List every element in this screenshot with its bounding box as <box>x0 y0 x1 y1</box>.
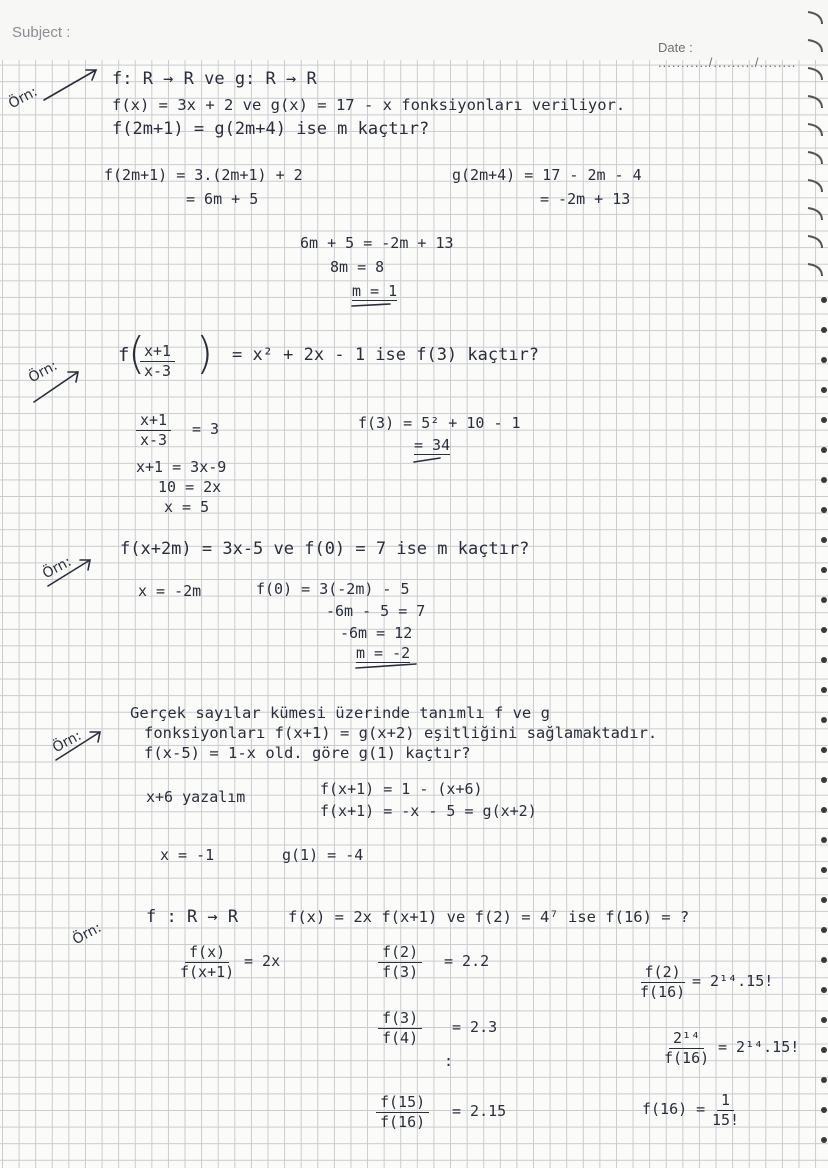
ex1-line1: f: R → R ve g: R → R <box>112 69 317 89</box>
ex1-step4: 8m = 8 <box>330 258 385 276</box>
ex2-close-paren: ) <box>196 328 214 379</box>
ex3-result: m = -2 <box>356 644 411 662</box>
arrow-mark-1 <box>44 70 96 100</box>
ex1-line3: f(2m+1) = g(2m+4) ise m kaçtır? <box>112 119 430 139</box>
ex5-frac-d-val: = 2.15 <box>452 1102 507 1120</box>
ex4-work1: x+6 yazalım <box>146 788 246 806</box>
ex5-frac-a-den: f(x+1) <box>180 963 235 981</box>
date-dots: .........../........./........ <box>658 55 797 70</box>
ex2-result1: f(3) = 5² + 10 - 1 <box>358 414 521 432</box>
ex5-frac-c-den: f(4) <box>382 1029 419 1047</box>
arrow-mark-3 <box>48 560 90 586</box>
ex3-work1: x = -2m <box>138 582 202 600</box>
ex3-work2: f(0) = 3(-2m) - 5 <box>256 580 410 598</box>
ex5-frac-c-num: f(3) <box>378 1010 422 1029</box>
example-label-5: Örn: <box>70 919 105 949</box>
ex3-result-underline <box>356 664 416 668</box>
ex4-work3: f(x+1) = -x - 5 = g(x+2) <box>320 802 537 820</box>
subject-label: Subject : <box>12 24 71 41</box>
arrow-mark-2 <box>34 372 78 402</box>
ex3-work3: -6m - 5 = 7 <box>326 602 426 620</box>
ex1-result-underline <box>352 304 390 306</box>
ex5-final-den: 15! <box>712 1111 740 1129</box>
example-label-2: Örn: <box>26 357 61 387</box>
example-label-3: Örn: <box>40 553 75 583</box>
ex4-work4: x = -1 <box>160 846 215 864</box>
ex5-line2: f(x) = 2x f(x+1) ve f(2) = 4⁷ ise f(16) = ? <box>288 908 690 926</box>
ex5-frac-e-val: = 2¹⁴.15! <box>692 972 774 990</box>
ex4-line3: f(x-5) = 1-x old. göre g(1) kaçtır? <box>144 744 471 762</box>
ex5-frac-b-val: = 2.2 <box>444 952 490 970</box>
ex3-line1: f(x+2m) = 3x-5 ve f(0) = 7 ise m kaçtır? <box>120 539 530 559</box>
ex1-result: m = 1 <box>352 282 398 300</box>
ex5-frac-e-num: f(2) <box>641 964 685 983</box>
ex2-work-eq: = 3 <box>192 420 220 438</box>
ex4-line1: Gerçek sayılar kümesi üzerinde tanımlı f ve g <box>130 704 550 722</box>
ex5-frac-c-val: = 2.3 <box>452 1018 498 1036</box>
ex2-result2: = 34 <box>414 436 451 454</box>
ex5-frac-d-den: f(16) <box>380 1113 426 1131</box>
ex2-numerator: x+1 <box>140 343 175 362</box>
ex5-frac-f-val: = 2¹⁴.15! <box>718 1038 800 1056</box>
ex1-line2: f(x) = 3x + 2 ve g(x) = 17 - x fonksiyonları veriliyor. <box>112 96 626 114</box>
ex5-final-num: 1 <box>717 1092 734 1111</box>
ex2-f: f <box>118 344 130 366</box>
example-label-1: Örn: <box>6 83 41 113</box>
ex5-line1: f : R → R <box>146 907 239 927</box>
ex4-work2: f(x+1) = 1 - (x+6) <box>320 780 483 798</box>
ex2-result-underline <box>414 458 440 462</box>
ex2-work-den: x-3 <box>140 431 168 449</box>
ex3-work4: -6m = 12 <box>340 624 413 642</box>
ex5-frac-e-den: f(16) <box>640 983 686 1001</box>
date-label: Date : <box>658 40 693 55</box>
ex5-frac-a-num: f(x) <box>185 944 229 963</box>
ex5-frac-b-den: f(3) <box>382 963 419 981</box>
example-label-4: Örn: <box>50 727 85 757</box>
ex2-work4: x = 5 <box>164 498 210 516</box>
arrow-mark-4 <box>56 732 100 760</box>
ex5-final-lhs: f(16) = <box>642 1100 706 1118</box>
ex2-work3: 10 = 2x <box>158 478 222 496</box>
ex4-result: g(1) = -4 <box>282 846 364 864</box>
ex2-work-num: x+1 <box>136 412 171 431</box>
ex1-step2b: = -2m + 13 <box>540 190 631 208</box>
ex1-step2a: g(2m+4) = 17 - 2m - 4 <box>452 166 642 184</box>
ex2-denominator: x-3 <box>144 362 172 380</box>
ex5-frac-b-num: f(2) <box>378 944 422 963</box>
ex5-frac-d-num: f(15) <box>376 1094 429 1113</box>
ex2-work2: x+1 = 3x-9 <box>136 458 227 476</box>
ex2-open-paren: ( <box>128 328 146 379</box>
ex4-line2: fonksiyonları f(x+1) = g(x+2) eşitliğini sağlamaktadır. <box>144 724 658 742</box>
ex1-step1b: = 6m + 5 <box>186 190 259 208</box>
ex5-dots: : <box>444 1052 454 1070</box>
ex2-rhs: = x² + 2x - 1 ise f(3) kaçtır? <box>232 345 540 365</box>
ex5-frac-f-num: 2¹⁴ <box>669 1030 704 1049</box>
ex1-step1a: f(2m+1) = 3.(2m+1) + 2 <box>104 166 303 184</box>
ex5-frac-a-val: = 2x <box>244 952 281 970</box>
ex1-step3: 6m + 5 = -2m + 13 <box>300 234 454 252</box>
ex5-frac-f-den: f(16) <box>664 1049 710 1067</box>
